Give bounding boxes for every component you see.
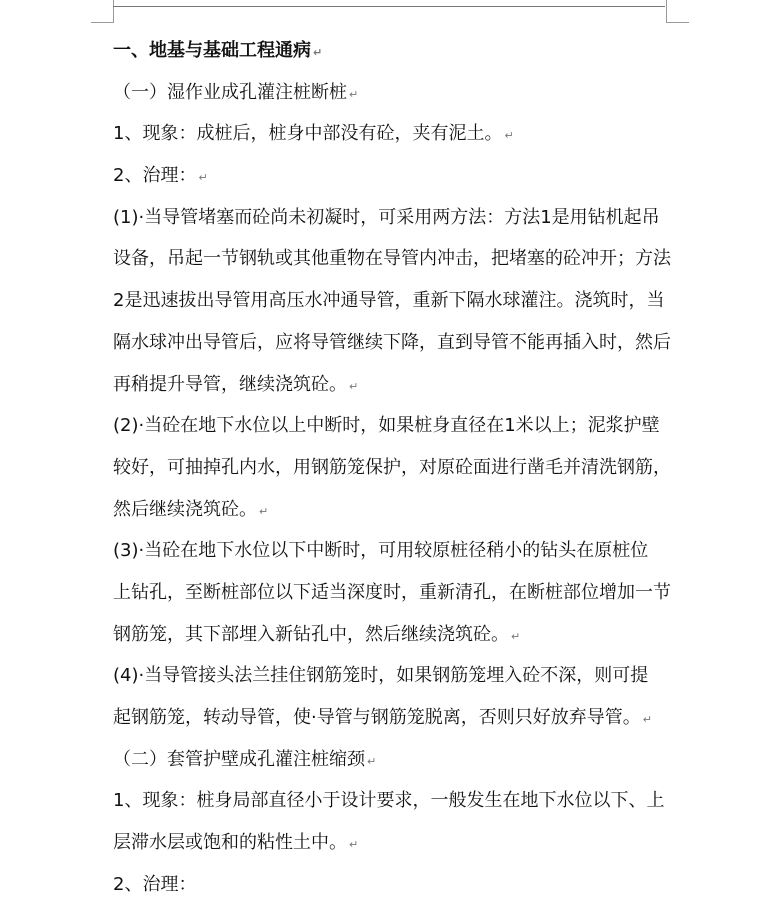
text-line: 然后继续浇筑砼。 ↵ xyxy=(113,498,269,520)
text-line: 层滞水层或饱和的粘性土中。 ↵ xyxy=(113,832,359,854)
text-line: 2、治理： xyxy=(113,873,197,895)
paragraph-mark: ↵ xyxy=(367,754,377,768)
text-line: (4)·当导管接头法兰挂住钢筋笼时，如果钢筋笼埋入砼不深，则可提 xyxy=(113,665,649,687)
section-heading: 一、地基与基础工程通病 ↵ xyxy=(113,40,323,61)
paragraph-mark: ↵ xyxy=(313,46,323,59)
header-rule xyxy=(113,6,665,7)
text-line: 起钢筋笼，转动导管，使·导管与钢筋笼脱离，否则只好放弃导管。 ↵ xyxy=(113,707,652,728)
text-line: 2是迅速拔出导管用高压水冲通导管，重新下隔水球灌注。浇筑时，当 xyxy=(113,290,665,312)
document-body xyxy=(113,30,673,905)
paragraph-mark: ↵ xyxy=(198,171,208,185)
crop-mark-top-left xyxy=(91,0,114,23)
paragraph-mark: ↵ xyxy=(259,504,269,518)
paragraph-mark: ↵ xyxy=(349,838,359,852)
text-line: 较好，可抽掉孔内水，用钢筋笼保护，对原砼面进行凿毛并清洗钢筋， xyxy=(113,456,671,478)
paragraph-mark: ↵ xyxy=(349,87,359,101)
text-line: 2、治理： ↵ xyxy=(113,165,208,187)
text-line: (3)·当砼在地下水位以下中断时，可用较原桩径稍小的钻头在原桩位 xyxy=(113,540,649,562)
subsection-heading: （一）湿作业成孔灌注桩断桩 ↵ xyxy=(113,81,359,103)
text-line: 设备，吊起一节钢轨或其他重物在导管内冲击，把堵塞的砼冲开；方法 xyxy=(113,248,671,270)
text-line: 再稍提升导管，继续浇筑砼。 ↵ xyxy=(113,373,359,395)
text-line: 1、现象：桩身局部直径小于设计要求，一般发生在地下水位以下、上 xyxy=(113,790,665,812)
paragraph-mark: ↵ xyxy=(349,379,359,393)
text-line: 钢筋笼，其下部埋入新钻孔中，然后继续浇筑砼。 ↵ xyxy=(113,623,521,645)
paragraph-mark: ↵ xyxy=(642,713,652,726)
crop-mark-top-right xyxy=(666,0,689,23)
subsection-heading: （二）套管护壁成孔灌注桩缩颈 ↵ xyxy=(113,748,377,770)
text-line: 隔水球冲出导管后，应将导管继续下降，直到导管不能再插入时，然后 xyxy=(113,331,671,353)
text-line: (1)·当导管堵塞而砼尚未初凝时，可采用两方法：方法1是用钻机起吊 xyxy=(113,206,660,228)
text-line: 上钻孔，至断桩部位以下适当深度时，重新清孔，在断桩部位增加一节 xyxy=(113,581,671,603)
paragraph-mark: ↵ xyxy=(504,129,514,143)
paragraph-mark: ↵ xyxy=(511,629,521,643)
text-line: (2)·当砼在地下水位以上中断时，如果桩身直径在1米以上；泥浆护壁 xyxy=(113,415,660,437)
text-line: 1、现象：成桩后，桩身中部没有砼，夹有泥土。 ↵ xyxy=(113,123,514,145)
